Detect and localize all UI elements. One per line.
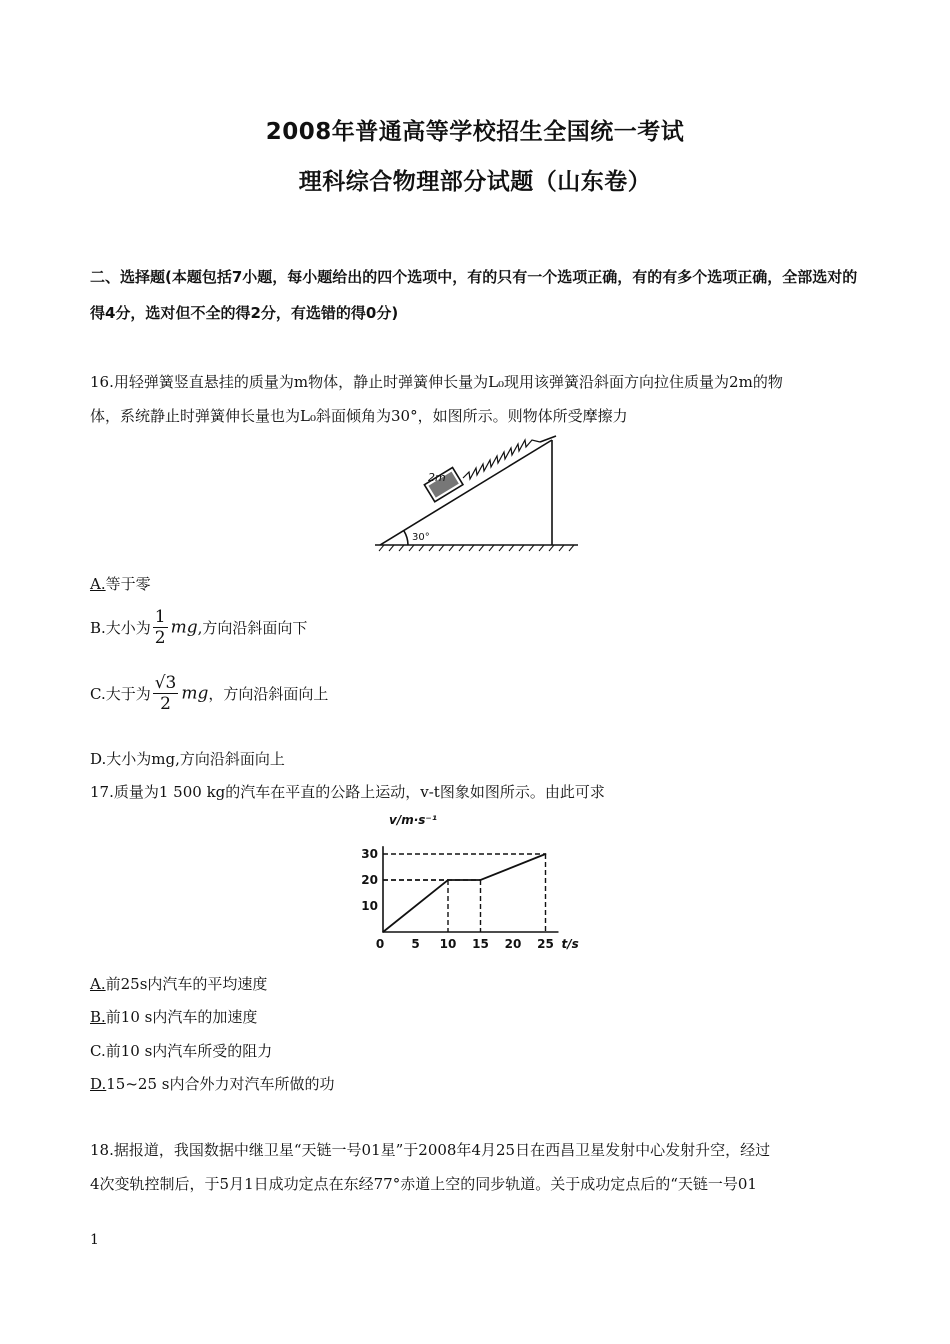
q16-option-b-suffix: ,方向沿斜面向下	[197, 619, 308, 637]
x-tick-label: 15	[472, 937, 489, 950]
q16-option-b-prefix: B.大小为	[90, 619, 151, 637]
q17-option-a[interactable]	[90, 973, 267, 994]
question-18-stem	[90, 1133, 865, 1201]
q16-option-a-letter: A.	[90, 575, 106, 593]
q16-option-a[interactable]	[90, 573, 151, 594]
q17-option-a-letter: A.	[90, 975, 106, 993]
q16-option-c-suffix: ，方向沿斜面向上	[208, 685, 329, 703]
fraction-denominator: 2	[160, 694, 171, 714]
ground-hatching	[379, 545, 574, 551]
question-17-stem: 17.质量为1 500 kg的汽车在平直的公路上运动，v-t图象如图所示。由此可求	[90, 783, 605, 801]
spring	[463, 440, 540, 479]
incline-surface	[380, 440, 552, 545]
q16-option-c-mg: mg	[181, 683, 209, 704]
q16-option-b-mg: mg	[170, 617, 198, 638]
q17-option-d-text: 15~25 s内合外力对汽车所做的功	[106, 1075, 335, 1093]
data-point-1	[447, 879, 449, 881]
fraction-denominator: 2	[154, 628, 166, 648]
q16-option-c-fraction	[153, 673, 179, 714]
question-18-line1: 18.据报道，我国数据中继卫星“天链一号01星”于2008年4月25日在西昌卫星发射中心发射升空，经过	[90, 1141, 771, 1159]
q17-option-d[interactable]	[90, 1073, 334, 1094]
question-18-line2: 4次变轨控制后，于5月1日成功定点在东经77°赤道上空的同步轨道。关于成功定点后的“天链一号01	[90, 1175, 757, 1193]
q16-option-d[interactable]: D.大小为mg,方向沿斜面向上	[90, 750, 285, 768]
page-title: 2008年普通高等学校招生全国统一考试	[265, 119, 685, 145]
q17-option-b-text: 前10 s内汽车的加速度	[105, 1008, 258, 1026]
q16-option-b[interactable]	[90, 607, 307, 648]
x-tick-label: 20	[504, 937, 522, 950]
q16-option-b-fraction	[153, 607, 168, 648]
x-axis-label: t/s	[561, 937, 579, 950]
incline-figure	[370, 432, 585, 558]
data-point-2	[480, 879, 482, 881]
x-tick-label: 0	[375, 937, 385, 950]
data-point-0	[382, 931, 384, 933]
q17-option-c[interactable]: C.前10 s内汽车所受的阻力	[90, 1042, 273, 1060]
y-tick-label: 30	[361, 847, 378, 861]
q16-option-a-text: 等于零	[105, 575, 151, 593]
x-tick-label: 10	[439, 937, 457, 950]
x-tick-label: 25	[537, 937, 554, 950]
q17-option-b[interactable]	[90, 1006, 257, 1027]
q16-option-c[interactable]	[90, 673, 328, 714]
q17-option-d-letter: D.	[90, 1075, 107, 1093]
section-heading: 二、选择题(本题包括7小题，每小题给出的四个选项中，有的只有一个选项正确，有的有多个选项正确，全部选对的得4分，选对但不全的得2分，有选错的得0分)	[90, 268, 858, 322]
y-tick-label: 20	[361, 873, 378, 887]
spring-anchor	[540, 436, 556, 442]
page-number: 1	[90, 1232, 99, 1248]
vt-chart	[355, 810, 595, 950]
q16-option-c-prefix: C.大于为	[90, 685, 151, 703]
fraction-numerator: 1	[154, 607, 166, 627]
fraction-numerator: √3	[154, 673, 177, 693]
y-axis-label: v/m·s⁻¹	[389, 813, 437, 827]
x-tick-label: 5	[411, 937, 420, 950]
q17-option-a-text: 前25s内汽车的平均速度	[105, 975, 268, 993]
question-16-stem-line2: 体，系统静止时弹簧伸长量也为L₀斜面倾角为30°，如图所示。则物体所受摩擦力	[90, 407, 628, 425]
q17-option-b-letter: B.	[90, 1008, 106, 1026]
question-16-stem-line1: 16.用轻弹簧竖直悬挂的质量为m物体，静止时弹簧伸长量为L₀现用该弹簧沿斜面方向拉住质量为2m的物	[90, 373, 783, 391]
y-tick-label: 10	[361, 899, 378, 913]
page-subtitle: 理科综合物理部分试题（山东卷）	[298, 169, 652, 195]
data-point-3	[545, 853, 547, 855]
question-16-stem	[90, 365, 865, 433]
mass-label: 2m	[428, 471, 446, 484]
series-line-0	[383, 854, 546, 932]
angle-label: 30°	[412, 532, 430, 543]
angle-arc	[404, 531, 408, 545]
